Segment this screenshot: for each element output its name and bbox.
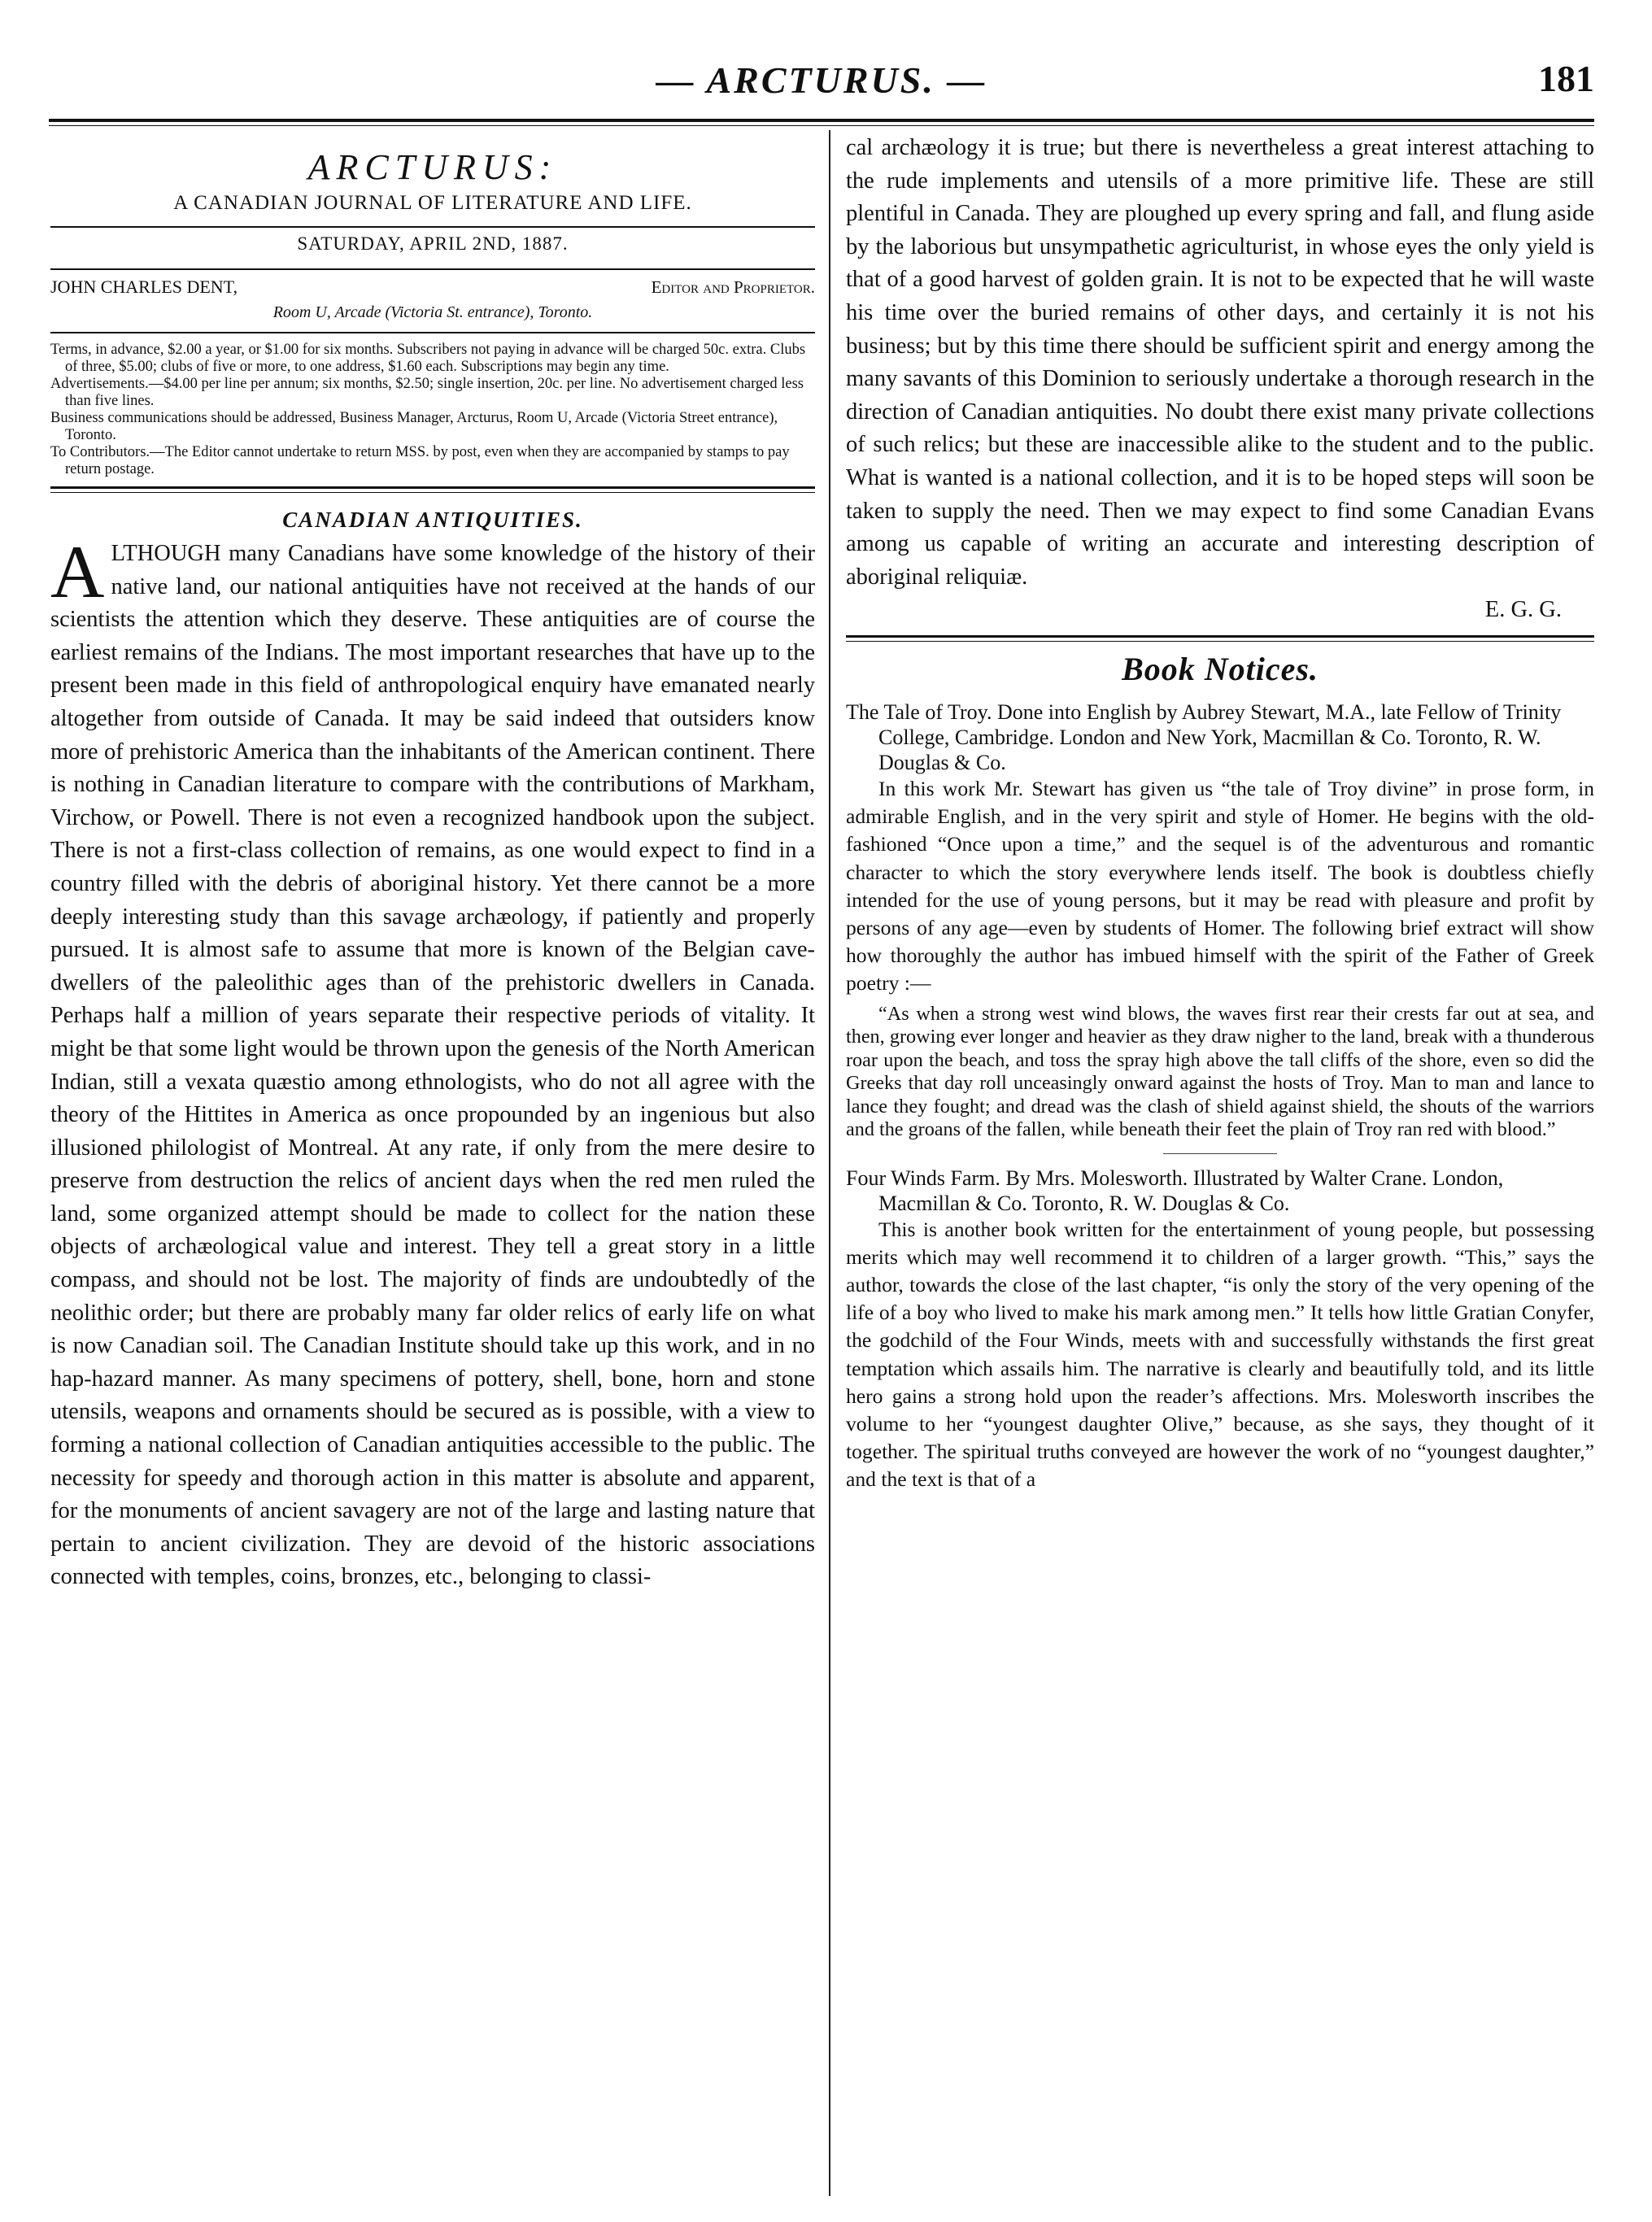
article-signature: E. G. G. xyxy=(1484,597,1562,623)
article-paragraph-left xyxy=(50,530,815,1594)
book-notices-title: Book Notices. xyxy=(1122,650,1319,687)
masthead-subtitle: A CANADIAN JOURNAL OF LITERATURE AND LIFE. xyxy=(173,192,692,214)
issue-date: SATURDAY, APRIL 2ND, 1887. xyxy=(297,233,569,254)
separator-rule xyxy=(1163,1153,1277,1154)
book-notice-heading: The Tale of Troy. Done into English by Aubrey Stewart, M.A., late Fellow of Trinity College, Cambridge. London and New York, Macmillan & Co. Toronto, R. W. Douglas & Co. xyxy=(846,699,1562,774)
book-notice-body: In this work Mr. Stewart has given us “the tale of Troy divine” in prose form, in admirable English, and in the very spirit and style of Homer. He begins with the old-fashioned “Once upon a time,” and the sequel is of the adventurous and romantic character to which the story everywhere lends itself. The book is doubtless chiefly intended for the use of young persons, but it may be read with pleasure and profit by persons of any age—even by students of Homer. The following brief extract will show how thoroughly the author has imbued himself with the spirit of the Father of Greek poetry :— xyxy=(846,776,1594,996)
running-title: — ARCTURUS. — xyxy=(656,59,987,101)
article-paragraph-right: cal archæology it is true; but there is nevertheless a great interest attaching to the rude implements and utensils of a more primitive life. These are still plentiful in Canada. They are ploughed up every spring and fall, and flung aside by the laborious but unsympathetic agriculturist, in whose eyes the only yield is that of a good harvest of golden grain. It is not to be expected that he will waste his time over the buried remains of other days, and certainly it is not his business; but by this time there should be sufficient spirit and energy among the many savants of this Dominion to seriously undertake a thorough research in the direction of Canadian antiquities. No doubt there exist many private collections of such relics; but these are inaccessible alike to the student and to the public. What is wanted is a national collection, and it is to be hoped steps will soon be taken to supply the need. Then we may expect to find some Canadian Evans among us capable of writing an accurate and interesting description of aboriginal reliquiæ. xyxy=(846,135,1594,590)
subscription-terms xyxy=(50,342,815,478)
book-notice-heading: Four Winds Farm. By Mrs. Molesworth. Illustrated by Walter Crane. London, Macmillan & Co. Toronto, R. W. Douglas & Co. xyxy=(846,1165,1504,1215)
editor-name: JOHN CHARLES DENT, xyxy=(50,277,238,297)
office-address: Room U, Arcade (Victoria St. entrance), Toronto. xyxy=(272,303,593,321)
dropcap: A xyxy=(50,530,105,613)
article-text-left: LTHOUGH many Canadians have some knowledge of the history of their native land, our national antiquities have not received at the hands of our scientists the attention which they deserve. These antiquities are of course the earliest remains of the Indians. The most important researches that have up to the present been made in this field of anthropological enquiry have emanated nearly altogether from outside of Canada. It may be said indeed that outsiders know more of prehistoric America than the inhabitants of the American continent. There is nothing in Canadian literature to compare with the contributions of Markham, Virchow, or Powell. There is not even a recognized handbook upon the subject. There is not a first-class collection of remains, as one would expect to find in a country filled with the debris of aboriginal history. Yet there cannot be a more deeply interesting study than this savage archæology, if patiently and properly pursued. It is almost safe to assume that more is known of the Belgian cave-dwellers of the paleolithic ages than of the prehistoric dwellers in Canada. Perhaps half a million of years separate their respective periods of vitality. It might be that some light would be thrown upon the genesis of the North American Indian, still a vexata quæstio among ethnologists, who do not all agree with the theory of the Hittites in America as once propounded by an ingenious but also illusioned philologist of Montreal. At any rate, if only from the mere desire to preserve from destruction the relics of ancient days when the red men ruled the land, some organized attempt should be made to collect for the nation these objects of archæological value and interest. They tell a great story in a little compass, and should not be lost. The majority of finds are undoubtedly of the neolithic order; but there are probably many far older relics of early life on what is now Canadian soil. The Canadian Institute should take up this work, and in no hap-hazard manner. As many specimens of pottery, shell, bone, horn and stone utensils, weapons and ornaments should be secured as is possible, with a view to forming a national collection of Canadian antiquities accessible to the public. The necessity for speedy and thorough action in this matter is absolute and apparent, for the monuments of ancient savagery are not of the large and lasting nature that pertain to ancient civilization. They are devoid of the historic associations connected with temples, coins, bronzes, etc., belonging to classi- xyxy=(50,541,815,1590)
masthead xyxy=(50,146,815,493)
terms-line: To Contributors.—The Editor cannot undertake to return MSS. by post, even when they are accompanied by stamps to pay return postage. xyxy=(50,444,790,477)
terms-line: Business communications should be addressed, Business Manager, Arcturus, Room U, Arcade (Victoria Street entrance), Toronto. xyxy=(50,410,778,443)
book-notice-body: This is another book written for the entertainment of young people, but possessing merits which may well recommend it to children of a larger growth. “This,” says the author, towards the close of the last chapter, “is only the story of the very opening of the life of a boy who lived to make his mark among men.” It tells how little Gratian Conyfer, the godchild of the Four Winds, meets with and successfully withstands the first great temptation which assails him. The narrative is clearly and beautifully told, and its little hero gains a strong hold upon the reader’s affections. Mrs. Molesworth inscribes the volume to her “youngest daughter Olive,” because, as she says, they thought of it together. The spiritual truths conveyed are however the work of no “youngest daughter,” and the text is that of a xyxy=(846,1217,1594,1492)
masthead-rule xyxy=(50,268,815,270)
running-head xyxy=(49,49,1594,114)
terms-line: Terms, in advance, $2.00 a year, or $1.00 for six months. Subscribers not paying in advance will be charged 50c. extra. Clubs of three, $5.00; clubs of five or more, to one address, $1.60 each. Subscriptions may begin any time. xyxy=(50,342,806,375)
book-notice-quote: “As when a strong west wind blows, the waves first rear their crests far out at sea, and then, growing ever longer and heavier as they draw nigher to the land, break with a thunderous roar upon the beach, and toss the spray high above the tall cliffs of the shore, even so did the Greeks that day roll unceasingly onward against the hosts of Troy. Man to man and lance to lance they fought; and dread was the clash of shield against shield, the shouts of the warriors and the groans of the fallen, while beneath their feet the plain of Troy ran red with blood.” xyxy=(846,1002,1594,1141)
masthead-title: ARCTURUS: xyxy=(307,147,558,187)
masthead-rule xyxy=(50,332,815,333)
double-rule xyxy=(50,486,815,493)
column-divider xyxy=(829,130,830,2196)
book-notice xyxy=(846,699,1594,1142)
editor-role: Editor and Proprietor. xyxy=(651,277,815,297)
page-number: 181 xyxy=(1538,58,1594,99)
terms-line: Advertisements.—$4.00 per line per annum; six months, $2.50; single insertion, 20c. per line. No advertisement charged less than five lines. xyxy=(50,376,804,409)
head-rule xyxy=(49,119,1594,126)
book-notice xyxy=(846,1165,1594,1494)
editor-line xyxy=(50,273,815,301)
left-column xyxy=(50,132,815,1594)
right-column xyxy=(846,132,1594,1494)
article-heading: CANADIAN ANTIQUITIES. xyxy=(282,508,583,532)
double-rule xyxy=(846,635,1594,642)
